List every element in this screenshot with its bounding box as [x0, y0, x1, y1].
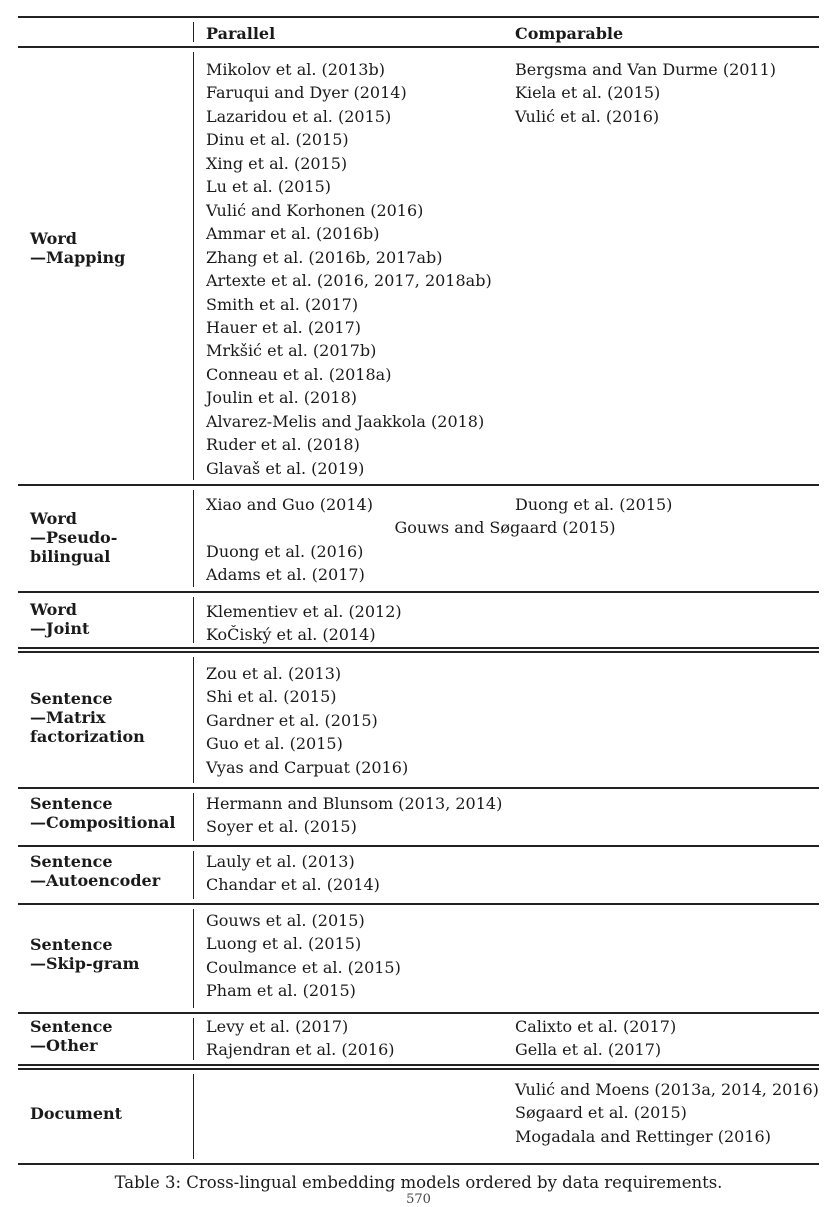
row-group-label: —Joint — [30, 619, 90, 638]
column-separator — [193, 52, 194, 481]
comparable-citation: Vulić and Moens (2013a, 2014, 2016) — [515, 1080, 819, 1099]
page-number: 570 — [406, 1192, 431, 1207]
row-group-label: —Matrix — [30, 708, 106, 727]
column-separator — [193, 490, 194, 588]
table-rule-top — [18, 16, 819, 18]
column-separator — [193, 909, 194, 1009]
row-group-label: Word — [30, 229, 77, 248]
parallel-citation: Xiao and Guo (2014) — [206, 495, 373, 514]
row-group-label: Word — [30, 600, 77, 619]
comparable-citation: Kiela et al. (2015) — [515, 83, 661, 103]
parallel-citation: Faruqui and Dyer (2014) — [206, 83, 407, 103]
parallel-citation: Soyer et al. (2015) — [206, 817, 357, 837]
row-group-label: Sentence — [30, 935, 113, 954]
row-group-label: —Compositional — [30, 813, 176, 832]
comparable-citation: Bergsma and Van Durme (2011) — [515, 60, 777, 79]
comparable-citation: Calixto et al. (2017) — [515, 1017, 677, 1036]
column-separator — [193, 1074, 194, 1159]
double-rule-lower — [18, 1068, 819, 1070]
parallel-citation: Smith et al. (2017) — [206, 294, 359, 314]
parallel-citation: Dinu et al. (2015) — [206, 130, 349, 150]
parallel-citation: KoČiský et al. (2014) — [206, 625, 376, 645]
table-rule-single — [18, 787, 819, 789]
table-rule-single — [18, 1012, 819, 1014]
row-group-label: —Pseudo- — [30, 528, 118, 547]
column-separator — [193, 851, 194, 900]
double-rule-upper — [18, 647, 819, 649]
row-group-label: —Mapping — [30, 248, 126, 267]
row-group-label: —Skip-gram — [30, 954, 140, 973]
column-header-comparable: Comparable — [515, 24, 624, 43]
comparable-citation: Duong et al. (2015) — [515, 495, 673, 514]
parallel-citation: Lazaridou et al. (2015) — [206, 106, 392, 126]
parallel-citation: Vyas and Carpuat (2016) — [206, 757, 409, 777]
table-rule-single — [18, 903, 819, 905]
column-separator — [193, 22, 194, 42]
parallel-citation: Ammar et al. (2016b) — [206, 224, 380, 244]
parallel-citation: Klementiev et al. (2012) — [206, 602, 402, 621]
double-rule-upper — [18, 1064, 819, 1066]
row-group-label: factorization — [30, 727, 145, 746]
parallel-citation: Hermann and Blunsom (2013, 2014) — [206, 794, 503, 813]
parallel-citation: Joulin et al. (2018) — [206, 388, 357, 408]
row-group-label: Document — [30, 1104, 123, 1123]
comparable-citation: Gella et al. (2017) — [515, 1040, 662, 1060]
row-group-label: bilingual — [30, 547, 111, 566]
parallel-citation: Gardner et al. (2015) — [206, 710, 378, 730]
row-group-label: Sentence — [30, 689, 113, 708]
row-group-label: Word — [30, 509, 77, 528]
parallel-citation: Mikolov et al. (2013b) — [206, 60, 385, 79]
table-caption: Table 3: Cross-lingual embedding models ordered by data requirements. — [114, 1173, 723, 1192]
column-separator — [193, 657, 194, 783]
parallel-citation: Shi et al. (2015) — [206, 687, 337, 707]
parallel-citation: Luong et al. (2015) — [206, 934, 362, 954]
comparable-citation: Vulić et al. (2016) — [515, 106, 660, 126]
row-group-label: —Other — [30, 1036, 98, 1055]
parallel-citation: Lauly et al. (2013) — [206, 852, 355, 871]
column-separator — [193, 597, 194, 644]
parallel-citation: Zou et al. (2013) — [206, 664, 342, 683]
parallel-citation: Levy et al. (2017) — [206, 1017, 349, 1036]
parallel-citation: Ruder et al. (2018) — [206, 435, 360, 455]
parallel-citation: Coulmance et al. (2015) — [206, 957, 401, 977]
column-header-parallel: Parallel — [206, 24, 276, 43]
table-rule-single — [18, 484, 819, 486]
parallel-citation: Conneau et al. (2018a) — [206, 364, 392, 384]
row-group-label: Sentence — [30, 794, 113, 813]
table-rule-bottom — [18, 1163, 819, 1165]
column-separator — [193, 1018, 194, 1061]
parallel-citation: Pham et al. (2015) — [206, 981, 356, 1001]
parallel-citation: Gouws et al. (2015) — [206, 911, 365, 930]
parallel-citation: Adams et al. (2017) — [206, 565, 365, 585]
comparable-citation: Søgaard et al. (2015) — [515, 1103, 687, 1123]
parallel-citation: Mrkšić et al. (2017b) — [206, 341, 377, 361]
parallel-citation: Hauer et al. (2017) — [206, 317, 362, 337]
parallel-citation: Xing et al. (2015) — [206, 153, 348, 173]
parallel-citation: Vulić and Korhonen (2016) — [206, 200, 424, 220]
parallel-citation: Rajendran et al. (2016) — [206, 1040, 395, 1060]
row-group-label: Sentence — [30, 1017, 113, 1036]
table-rule-single — [18, 591, 819, 593]
spanning-citation: Gouws and Søgaard (2015) — [394, 518, 616, 538]
parallel-citation: Chandar et al. (2014) — [206, 875, 380, 895]
row-group-label: Sentence — [30, 852, 113, 871]
parallel-citation: Alvarez-Melis and Jaakkola (2018) — [206, 411, 485, 431]
table-rule-header — [18, 46, 819, 48]
parallel-citation: Guo et al. (2015) — [206, 734, 343, 754]
column-separator — [193, 793, 194, 842]
parallel-citation: Duong et al. (2016) — [206, 541, 364, 561]
parallel-citation: Glavaš et al. (2019) — [206, 458, 365, 478]
parallel-citation: Artexte et al. (2016, 2017, 2018ab) — [206, 271, 492, 291]
parallel-citation: Zhang et al. (2016b, 2017ab) — [206, 247, 443, 267]
double-rule-lower — [18, 651, 819, 653]
comparable-citation: Mogadala and Rettinger (2016) — [515, 1126, 771, 1146]
table-rule-single — [18, 845, 819, 847]
parallel-citation: Lu et al. (2015) — [206, 177, 332, 197]
row-group-label: —Autoencoder — [30, 871, 161, 890]
